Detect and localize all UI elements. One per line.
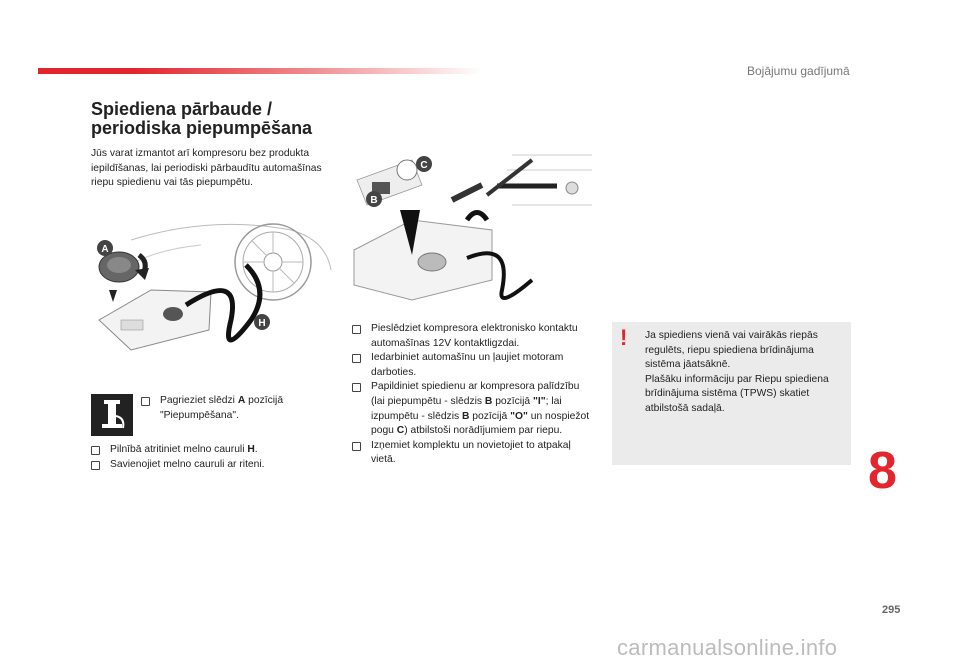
warning-text-1: Ja spiediens vienā vai vairākās riepās regulēts, riepu spiediena brīdinājuma sistēma jāatsāknē. [645,330,818,371]
heading-line-2: periodiska piepumpēšana [91,118,313,138]
label-c: C [420,160,428,171]
intro-paragraph: Jūs varat izmantot arī kompresoru bez produkta iepildīšanas, lai periodiski pārbaudītu automašīnas riepu spiedienu vai tās piepumpētu. [91,148,322,189]
label-a: A [101,244,109,255]
step-start-engine: Iedarbiniet automašīnu un ļaujiet motoram darboties. [352,351,592,380]
heading-line-1: Spiediena pārbaude / [91,99,273,119]
step-switch-list [141,394,311,423]
label-b: B [370,195,378,206]
chapter-number: 8 [868,442,897,500]
warning-text [645,329,845,417]
step-adjust-pressure: Papildiniet spiedienu ar kompresora palīdzību (lai piepumpētu - slēdzis B pozīcijā "I"; lai izpumpētu - slēdzis B pozīcijā "O" un nospiežot pogu C) atbilstoši norādījumiem par riepu. [352,380,592,438]
step-stow-kit: Izņemiet komplektu un novietojiet to atpakaļ vietā. [352,439,592,468]
illustration-compressor-12v [352,150,592,308]
warning-text-2: Plašāku informāciju par Riepu spiediena brīdinājuma sistēma (TPWS) skatiet atbilstošā sadaļā. [645,373,829,414]
illustration-compressor-wheel [91,210,336,360]
steps-left-list [91,443,341,472]
compressor-pump-icon [91,394,133,436]
section-title: Bojājumu gadījumā [747,64,850,78]
header-accent-bar [38,68,483,74]
steps-right-list [352,322,592,468]
warning-exclamation-icon: ! [620,325,628,350]
step-unroll-hose: Pilnībā atritiniet melno cauruli H. [91,443,341,458]
watermark-text: carmanualsonline.info [617,635,838,660]
label-h: H [258,318,266,329]
step-connect-12v: Pieslēdziet kompresora elektronisko kontaktu automašīnas 12V kontaktligzdai. [352,322,592,351]
page-heading [91,100,371,138]
page-number: 295 [882,604,901,616]
step-switch: Pagrieziet slēdzi A pozīcijā "Piepumpēšana". [141,394,311,423]
step-connect-hose: Savienojiet melno cauruli ar riteni. [91,458,341,473]
